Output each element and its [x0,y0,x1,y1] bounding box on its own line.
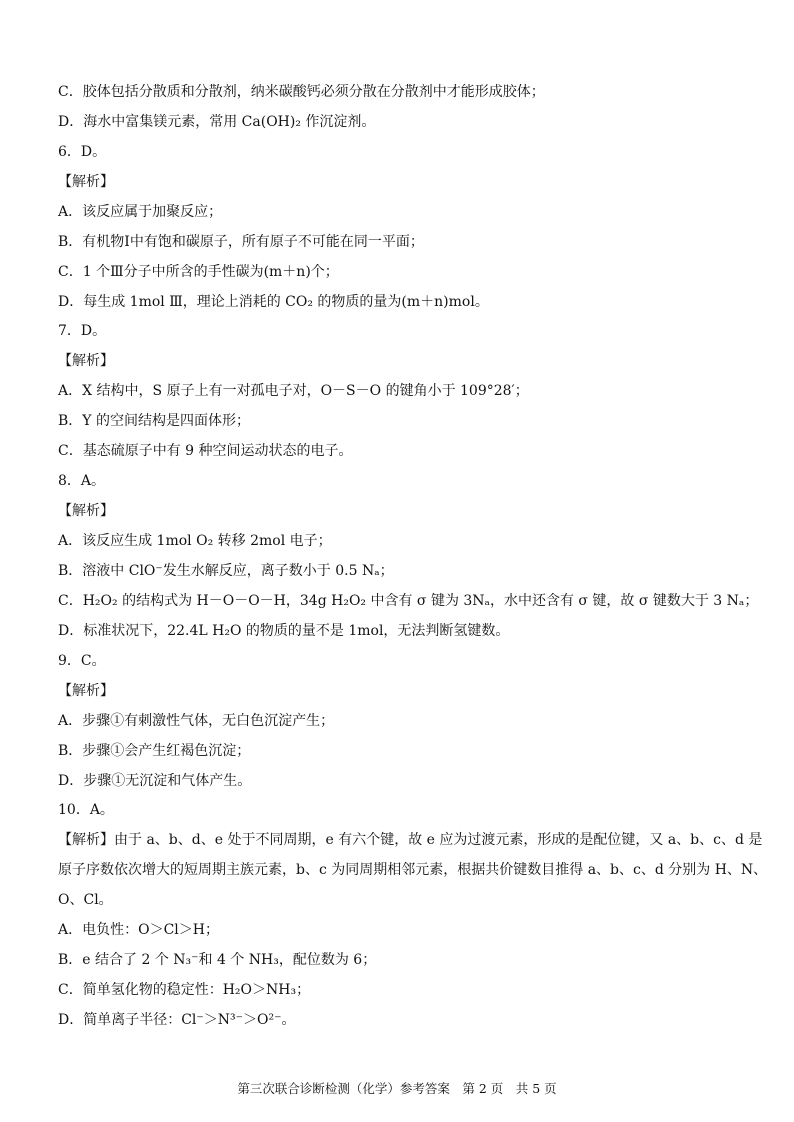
text-line: D．每生成 1mol Ⅲ，理论上消耗的 CO₂ 的物质的量为(m＋n)mol。 [58,294,489,310]
analysis-text: O、Cl。 [58,892,113,908]
answer-heading: 9．C。 [58,653,106,669]
text-line: B．e 结合了 2 个 N₃⁻和 4 个 NH₃，配位数为 6； [58,952,377,968]
text-line: B．步骤①会产生红褐色沉淀； [58,743,251,759]
text-line: D．简单离子半径：Cl⁻＞N³⁻＞O²⁻。 [58,1012,296,1028]
analysis-label: 【解析】 [58,503,114,519]
answer-heading: 8．A。 [58,473,106,489]
answer-heading: 7．D。 [58,323,107,339]
text-line: C．H₂O₂ 的结构式为 H－O－O－H，34g H₂O₂ 中含有 σ 键为 3Nₐ，水中还含有 σ 键，故 σ 键数大于 3 Nₐ； [58,593,759,609]
text-line: A．电负性：O＞Cl＞H； [58,922,219,938]
text-line: A．该反应属于加聚反应； [58,204,223,220]
answer-heading: 10．A。 [58,802,114,818]
text-line: D．步骤①无沉淀和气体产生。 [58,773,252,789]
analysis-text: 原子序数依次增大的短周期主族元素，b、c 为同周期相邻元素，根据共价键数目推得 a、b、c、d 分别为 H、N、 [58,862,768,878]
text-line: C．1 个Ⅲ分子中所含的手性碳为(m＋n)个； [58,264,339,280]
text-line: D．海水中富集镁元素，常用 Ca(OH)₂ 作沉淀剂。 [58,114,376,130]
text-line: A．步骤①有刺激性气体，无白色沉淀产生； [58,713,335,729]
answer-heading: 6．D。 [58,144,107,160]
text-line: B．有机物Ⅰ中有饱和碳原子，所有原子不可能在同一平面； [58,234,424,250]
text-line: B．Y 的空间结构是四面体形； [58,413,250,429]
text-line: D．标准状况下，22.4L H₂O 的物质的量不是 1mol，无法判断氢键数。 [58,623,510,639]
page-footer: 第三次联合诊断检测（化学）参考答案 第 2 页 共 5 页 [237,1081,557,1096]
analysis-label: 【解析】 [58,683,114,699]
text-line: C．简单氢化物的稳定性：H₂O＞NH₃； [58,982,311,998]
text-line: A．X 结构中，S 原子上有一对孤电子对，O－S－O 的键角小于 109°28′； [58,383,529,399]
text-line: B．溶液中 ClO⁻发生水解反应，离子数小于 0.5 Nₐ； [58,563,394,579]
analysis-text: 【解析】由于 a、b、d、e 处于不同周期，e 有六个键，故 e 应为过渡元素，形成的是配位键，又 a、b、c、d 是 [58,832,763,848]
text-line: A．该反应生成 1mol O₂ 转移 2mol 电子； [58,533,332,549]
text-line: C．基态硫原子中有 9 种空间运动状态的电子。 [58,443,353,459]
text-line: C．胶体包括分散质和分散剂，纳米碳酸钙必须分散在分散剂中才能形成胶体； [58,84,545,100]
analysis-label: 【解析】 [58,174,114,190]
analysis-label: 【解析】 [58,353,114,369]
